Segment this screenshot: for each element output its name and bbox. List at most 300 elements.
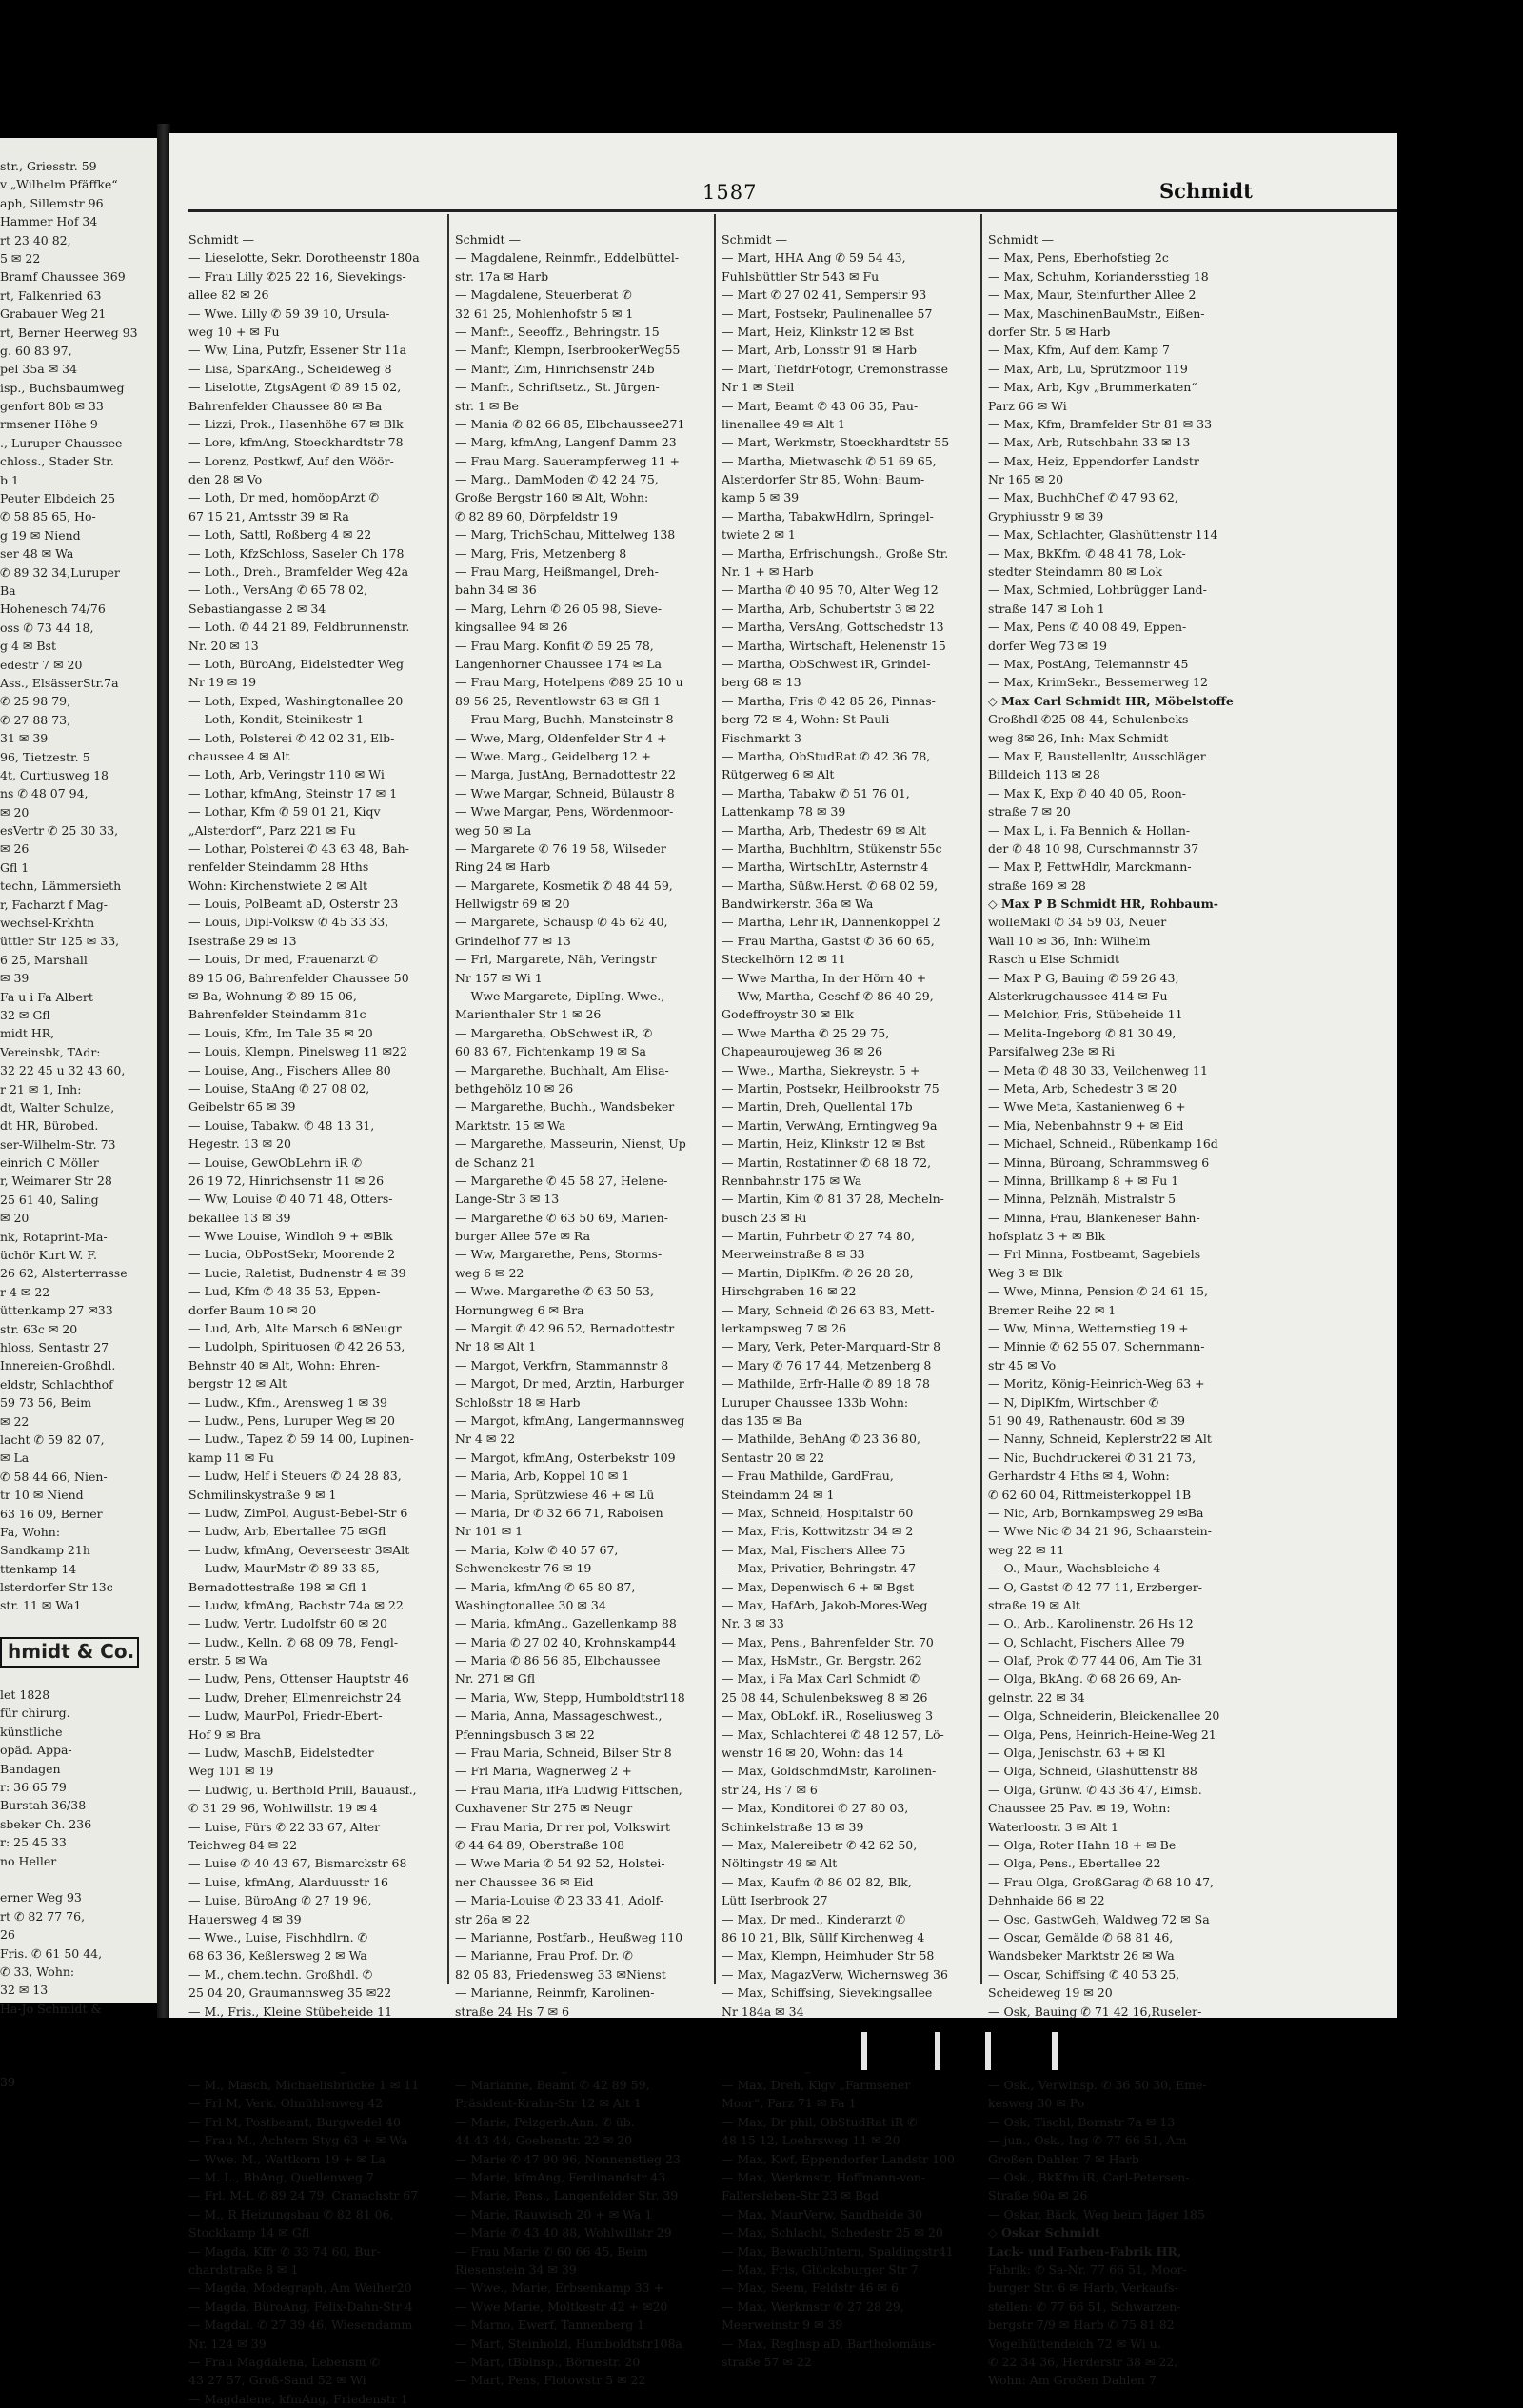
directory-entry-line: — Max, Schlachter, Glashüttenstr 114 (988, 527, 1218, 543)
directory-entry-line: — Olga, Jenischstr. 63 + ✉ Kl (988, 1746, 1166, 1761)
directory-entry-line: chardstraße 8 ✉ 1 (188, 2261, 299, 2277)
directory-entry-line: — Max, Malereibetr ✆ 42 62 50, (722, 1837, 918, 1852)
directory-entry-line: — Frau Marg, Buchh, Mansteinstr 8 (455, 712, 674, 727)
directory-entry-line: kamp 5 ✉ 39 (722, 490, 800, 505)
directory-entry-line: busch 23 ✉ Ri (722, 1210, 807, 1225)
directory-entry-line: str 26a ✉ 22 (455, 1911, 531, 1926)
directory-entry-line: Lattenkamp 78 ✉ 39 (722, 804, 846, 819)
directory-entry-line: — Max, MaurVerw, Sandheide 30 (722, 2206, 923, 2221)
directory-entry-line: — Max, Schmied, Lohbrügger Land- (988, 582, 1207, 598)
left-fragment-line: str., Griesstr. 59 (0, 159, 97, 173)
directory-entry-line: Großen Dahlen 7 ✉ Harb (988, 2151, 1139, 2166)
directory-entry-line: Bernadottestraße 198 ✉ Gfl 1 (188, 1579, 368, 1594)
directory-entry-line: — Max, Schneid, Hospitalstr 60 (722, 1505, 914, 1520)
directory-entry-line: — Mart, TiefdrFotogr, Cremonstrasse (722, 361, 949, 376)
directory-entry-line: — Osk., Verwlnsp. ✆ 36 50 30, Eme- (988, 2078, 1207, 2093)
directory-entry-line: — Max L, i. Fa Bennich & Hollan- (988, 822, 1191, 838)
directory-entry-line: — Margarete ✆ 76 19 58, Wilseder (455, 840, 666, 856)
directory-entry-line: — Max, Arb, Rutschbahn 33 ✉ 13 (988, 435, 1191, 450)
directory-entry-line: — Maria-Louise ✆ 23 33 41, Adolf- (455, 1893, 664, 1908)
left-fragment-line: sbeker Ch. 236 (0, 1816, 92, 1831)
directory-entry-line: kesweg 30 ✉ Po (988, 2096, 1085, 2111)
column-heading: Schmidt — (455, 232, 521, 247)
directory-entry-line: — Minna, Pelznäh, Mistralstr 5 (988, 1192, 1177, 1207)
directory-entry-line: Lange-Str 3 ✉ 13 (455, 1192, 560, 1207)
directory-entry-line: — Loth, Exped, Washingtonallee 20 (188, 693, 404, 708)
directory-entry-line: Godeffroystr 30 ✉ Blk (722, 1007, 854, 1022)
left-fragment-line: ✉ 39 (0, 971, 30, 986)
directory-entry-line: 25 08 44, Schulenbeksweg 8 ✉ 26 (722, 1689, 928, 1705)
directory-entry-line: der ✆ 48 10 98, Curschmannstr 37 (988, 840, 1199, 856)
directory-entry-line: 32 61 25, Mohlenhofstr 5 ✉ 1 (455, 306, 634, 321)
directory-entry-line: — Wwe Meta, Kastanienweg 6 + (988, 1099, 1186, 1115)
directory-entry-line: — Max, MagazVerw, Wichernsweg 36 (722, 1966, 948, 1982)
directory-entry-line: — Wwe. Lilly ✆ 59 39 10, Ursula- (188, 306, 390, 321)
directory-entry-line: — Maria, Kolw ✆ 40 57 67, (455, 1542, 619, 1557)
directory-entry-line: 60 83 67, Fichtenkamp 19 ✉ Sa (455, 1044, 647, 1059)
directory-entry-line: ◇ Max P B Schmidt HR, Rohbaum- (988, 897, 1218, 912)
directory-entry-line: Hirschgraben 16 ✉ 22 (722, 1284, 857, 1299)
directory-entry-line: — Max, Fris, Glücksburger Str 7 (722, 2261, 919, 2277)
directory-entry-line: — Max, Arb, Kgv „Brummerkaten“ (988, 380, 1197, 395)
directory-entry-line: — Martha, Lehr iR, Dannenkoppel 2 (722, 915, 940, 930)
left-fragment-line: lsterdorfer Str 13c (0, 1580, 113, 1595)
directory-entry-line: straße 57 ✉ 22 (722, 2354, 812, 2369)
directory-entry-line: ✆ 44 64 89, Oberstraße 108 (455, 1837, 625, 1852)
directory-entry-line: — Max, Schlachterei ✆ 48 12 57, Lö- (722, 1727, 944, 1742)
directory-entry-line: — Olga, Grünw. ✆ 43 36 47, Eimsb. (988, 1782, 1202, 1797)
directory-entry-line: Schinkelstraße 13 ✉ 39 (722, 1819, 864, 1834)
directory-entry-line: str 24, Hs 7 ✉ 6 (722, 1782, 818, 1797)
directory-entry-line: — Mart, Postsekr, Paulinenallee 57 (722, 306, 933, 321)
directory-entry-line: — Marie ✆ 43 40 88, Wohlwillstr 29 (455, 2225, 672, 2240)
left-fragment-line: nk, Rotaprint-Ma- (0, 1229, 108, 1244)
directory-entry-line: — Louise, Tabakw. ✆ 48 13 31, (188, 1117, 375, 1133)
directory-entry-line: — Mart, Pens, Flotowstr 5 ✉ 22 (455, 2373, 646, 2388)
directory-entry-line: bergstr 12 ✉ Alt (188, 1376, 287, 1392)
left-fragment-line: Vereinsbk, TAdr: (0, 1044, 101, 1059)
directory-entry-line: — Olaf, Prok ✆ 77 44 06, Am Tie 31 (988, 1653, 1204, 1668)
left-fragment-line: r, Weimarer Str 28 (0, 1174, 112, 1189)
directory-entry-line: — Louis, Kfm, Im Tale 35 ✉ 20 (188, 1025, 373, 1040)
directory-entry-line: — Wwe. M., Wattkorn 19 + ✉ La (188, 2151, 386, 2166)
directory-entry-line: — Max, Depenwisch 6 + ✉ Bgst (722, 1579, 915, 1594)
left-fragment-line: b 1 (0, 472, 19, 487)
directory-page (169, 133, 1397, 2406)
directory-entry-line: Behnstr 40 ✉ Alt, Wohn: Ehren- (188, 1357, 381, 1372)
directory-entry-line: Chaussee 25 Pav. ✉ 19, Wohn: (988, 1801, 1171, 1816)
directory-entry-line: — Louise, Ang., Fischers Allee 80 (188, 1062, 391, 1077)
left-fragment-line: 26 (0, 1927, 15, 1943)
directory-entry-line: — Frau Olga, GroßGarag ✆ 68 10 47, (988, 1874, 1215, 1889)
directory-entry-line: — Max, PostAng, Telemannstr 45 (988, 656, 1189, 671)
directory-entry-line: Nr 157 ✉ Wi 1 (455, 970, 543, 985)
directory-entry-line: — Frau Marg, Heißmangel, Dreh- (455, 564, 659, 580)
directory-entry-line: — O., Maur., Wachsbleiche 4 (988, 1561, 1161, 1576)
directory-entry-line: ner Chaussee 36 ✉ Eid (455, 1874, 594, 1889)
directory-entry-line: straße 7 ✉ 20 (988, 804, 1071, 819)
left-fragment-line: edestr 7 ✉ 20 (0, 657, 83, 672)
directory-entry-line: ✆ 62 60 04, Rittmeisterkoppel 1B (988, 1487, 1192, 1502)
directory-entry-line: 51 90 49, Rathenaustr. 60d ✉ 39 (988, 1413, 1186, 1428)
left-fragment-line: rmsener Höhe 9 (0, 417, 98, 432)
left-fragment-line: ✆ 27 88 73, (0, 712, 71, 727)
directory-entry-line: 26 19 72, Hinrichsenstr 11 ✉ 26 (188, 1173, 385, 1188)
directory-entry-line: weg 8✉ 26, Inh: Max Schmidt (988, 730, 1169, 745)
directory-entry-line: — Lucia, ObPostSekr, Moorende 2 (188, 1247, 396, 1262)
directory-entry-line: — Ww, Margarethe, Pens, Storms- (455, 1247, 663, 1262)
directory-entry-line: — Maria, kfmAng ✆ 65 80 87, (455, 1579, 636, 1594)
directory-entry-line: — Marg, Fris, Metzenberg 8 (455, 545, 627, 561)
directory-entry-line: Lack- und Farben-Fabrik HR, (988, 2243, 1182, 2259)
directory-entry-line: — Lothar, Kfm ✆ 59 01 21, Kiqv (188, 804, 381, 819)
directory-entry-line: kingsallee 94 ✉ 26 (455, 620, 568, 635)
scan-mark (985, 2032, 991, 2070)
directory-entry-line: — Frau Lilly ✆25 22 16, Sievekings- (188, 268, 406, 284)
directory-entry-line: — Mart, Arb, Lonsstr 91 ✉ Harb (722, 343, 917, 358)
directory-entry-line: — Oscar, Gemälde ✆ 68 81 46, (988, 1929, 1174, 1944)
directory-entry-line: — Ludw, MaschB, Eidelstedter (188, 1746, 374, 1761)
directory-entry-line: — Ludw, MaurMstr ✆ 89 33 85, (188, 1561, 380, 1576)
directory-entry-line: — Mary, Schneid ✆ 26 63 83, Mett- (722, 1302, 935, 1317)
directory-entry-line: straße 24 Hs 7 ✉ 6 (455, 2003, 570, 2019)
directory-entry-line: — Max, Konditorei ✆ 27 80 03, (722, 1801, 909, 1816)
directory-entry-line: str 45 ✉ Vo (988, 1357, 1057, 1372)
left-fragment-line: esVertr ✆ 25 30 33, (0, 823, 119, 839)
directory-entry-line: Bremer Reihe 22 ✉ 1 (988, 1302, 1117, 1317)
directory-entry-line: — Mart ✆ 27 02 41, Sempersir 93 (722, 287, 927, 303)
left-fragment-line: dt HR, Bürobed. (0, 1118, 99, 1134)
column-heading: Schmidt — (988, 232, 1054, 247)
directory-entry-line: — Frl, Margarete, Näh, Veringstr (455, 952, 657, 967)
directory-entry-line: kamp 11 ✉ Fu (188, 1450, 274, 1465)
directory-entry-line: Wohn: Am Großen Dahlen 7 (988, 2373, 1157, 2388)
directory-entry-line: Meerweinstraße 8 ✉ 33 (722, 1247, 865, 1262)
directory-entry-line: — Luise, Fürs ✆ 22 33 67, Alter (188, 1819, 381, 1834)
directory-entry-line: — Loth, KfzSchloss, Saseler Ch 178 (188, 545, 405, 561)
directory-entry-line: — Loth., Dreh., Bramfelder Weg 42a (188, 564, 409, 580)
directory-entry-line: — Louise, StaAng ✆ 27 08 02, (188, 1080, 370, 1095)
directory-entry-line: — Louis, Dr med, Frauenarzt ✆ (188, 952, 378, 967)
directory-entry-line: 89 15 06, Bahrenfelder Chaussee 50 (188, 970, 409, 985)
directory-entry-line: straße 169 ✉ 28 (988, 878, 1086, 893)
directory-entry-line: — Marg, Lehrn ✆ 26 05 98, Sieve- (455, 601, 663, 616)
directory-entry-line: stellen: ✆ 77 66 51, Schwarzen- (988, 2299, 1181, 2314)
directory-entry-line: — Lorenz, Postkwf, Auf den Wöör- (188, 453, 394, 468)
directory-entry-line: — Martha, Arb, Thedestr 69 ✉ Alt (722, 822, 927, 838)
directory-entry-line: — Wwe Margar, Pens, Wördenmoor- (455, 804, 674, 819)
directory-entry-line: 68 63 36, Keßlersweg 2 ✉ Wa (188, 1948, 367, 1964)
directory-entry-line: straße 147 ✉ Loh 1 (988, 601, 1105, 616)
directory-entry-line: — Martha, Tabakw ✆ 51 76 01, (722, 785, 910, 800)
left-fragment-line: str. 63c ✉ 20 (0, 1321, 78, 1336)
directory-entry-line: — Frl M, Postbeamt, Burgwedel 40 (188, 2114, 401, 2129)
directory-entry-line: 48 15 12, Loehrsweg 11 ✉ 20 (722, 2133, 900, 2148)
directory-entry-line: Straße 90a ✉ 26 (988, 2188, 1088, 2203)
left-fragment-line: 32 ✉ Gfl (0, 1007, 50, 1022)
directory-entry-line: — Liselotte, ZtgsAgent ✆ 89 15 02, (188, 380, 402, 395)
directory-entry-line: — Wwe Nic ✆ 34 21 96, Schaarstein- (988, 1524, 1212, 1539)
directory-entry-line: — Ludw, kfmAng, Bachstr 74a ✉ 22 (188, 1597, 404, 1612)
left-fragment-line: ✆ 89 32 34,Luruper (0, 564, 120, 580)
directory-entry-line: — Ludw., Kelln. ✆ 68 09 78, Fengl- (188, 1634, 399, 1649)
directory-entry-line: Hornungweg 6 ✉ Bra (455, 1302, 584, 1317)
directory-entry-line: Rütgerweg 6 ✉ Alt (722, 767, 835, 782)
left-fragment-line: oss ✆ 73 44 18, (0, 620, 94, 635)
directory-entry-line: — Maria ✆ 27 02 40, Krohnskamp44 (455, 1634, 677, 1649)
left-fragment-line: rt, Berner Heerweg 93 (0, 325, 138, 340)
directory-entry-line: — Loth, Sattl, Roßberg 4 ✉ 22 (188, 527, 372, 543)
directory-entry-line: — Loth. ✆ 44 21 89, Feldbrunnenstr. (188, 620, 410, 635)
directory-entry-line: — Ludw, Arb, Ebertallee 75 ✉Gfl (188, 1524, 386, 1539)
left-fragment-line: 5 ✉ 22 (0, 250, 41, 266)
directory-entry-line: — Olga, Pens., Ebertallee 22 (988, 1856, 1161, 1871)
directory-entry-line: — Magda, Modegraph, Am Weiher20 (188, 2280, 412, 2296)
left-fragment-line: 26 62, Alsterterrasse (0, 1266, 128, 1281)
left-fragment-line: ✉ 20 (0, 804, 30, 819)
advertisement-logo: hmidt & Co. (0, 1637, 139, 1667)
directory-entry-line: — Frau Maria, Schneid, Bilser Str 8 (455, 1746, 672, 1761)
left-fragment-line: Bandagen (0, 1761, 61, 1776)
directory-entry-line: twiete 2 ✉ 1 (722, 527, 796, 543)
directory-entry-line: — Meta ✆ 48 30 33, Veilchenweg 11 (988, 1062, 1208, 1077)
directory-entry-line: straße 19 ✉ Alt (988, 1597, 1080, 1612)
left-fragment-line: no Heller (0, 1853, 57, 1868)
directory-entry-line: — Margarethe ✆ 63 50 69, Marien- (455, 1210, 668, 1225)
directory-entry-line: Wall 10 ✉ 36, Inh: Wilhelm (988, 933, 1151, 948)
left-fragment-line (0, 1668, 162, 1686)
left-fragment-line: Ba (0, 582, 16, 598)
directory-entry-line: — Mart, tBblnsp., Börnestr. 20 (455, 2354, 641, 2369)
directory-entry-line: — Loth, Kondit, Steinikestr 1 (188, 712, 365, 727)
directory-entry-line: Schloßstr 18 ✉ Harb (455, 1394, 581, 1410)
left-fragment-line: g 4 ✉ Bst (0, 639, 56, 654)
directory-entry-line: — Magdalene, Steuerberat ✆ (455, 287, 632, 303)
directory-entry-line: — Manfr, Klempn, IserbrookerWeg55 (455, 343, 681, 358)
directory-entry-line: — Meta, Arb, Schedestr 3 ✉ 20 (988, 1080, 1177, 1095)
directory-entry-line: Gryphiusstr 9 ✉ 39 (988, 508, 1104, 523)
left-fragment-line: ✉ La (0, 1451, 30, 1466)
left-fragment-line: g 19 ✉ Niend (0, 527, 81, 543)
directory-entry-line: Marktstr. 15 ✉ Wa (455, 1117, 566, 1133)
directory-entry-line: — Margarethe, Buchhalt, Am Elisa- (455, 1062, 669, 1077)
directory-entry-line: dorfer Str. 5 ✉ Harb (988, 324, 1111, 339)
directory-entry-line: — Martin, Postsekr, Heilbrookstr 75 (722, 1080, 940, 1095)
directory-entry-line: Nr. 1 + ✉ Harb (722, 564, 814, 580)
directory-entry-line: — Marianne, Reinmfr, Karolinen- (455, 1985, 655, 2001)
directory-entry-line: 44 43 44, Goebenstr. 22 ✉ 20 (455, 2133, 633, 2148)
directory-entry-line: — Magda, BüroAng, Felix-Dahn-Str 4 (188, 2299, 413, 2314)
left-fragment-line: rt 23 40 82, (0, 232, 71, 247)
directory-entry-line: — Nic, Buchdruckerei ✆ 31 21 73, (988, 1450, 1197, 1465)
scan-mark (1052, 2032, 1058, 2070)
directory-entry-line: Alsterkrugchaussee 414 ✉ Fu (988, 989, 1168, 1004)
directory-entry-line: — Maria, Ww, Stepp, Humboldtstr118 (455, 1689, 685, 1705)
left-fragment-line: ✆ 33, Wohn: (0, 1964, 75, 1979)
left-fragment-line: ser-Wilhelm-Str. 73 (0, 1136, 116, 1152)
directory-entry-line: — Marianne, Postfarb., Heußweg 110 (455, 1929, 683, 1944)
left-fragment-line: Fris. ✆ 61 50 44, (0, 1945, 103, 1961)
directory-entry-line: weg 6 ✉ 22 (455, 1265, 524, 1280)
directory-entry-line: 82 05 83, Friedensweg 33 ✉Nienst (455, 1966, 666, 1982)
left-fragment-line: pel 35a ✉ 34 (0, 362, 78, 377)
directory-entry-line: — Louis, Dipl-Volksw ✆ 45 33 33, (188, 915, 389, 930)
directory-entry-line: — Luise, BüroAng ✆ 27 19 96, (188, 1893, 372, 1908)
directory-entry-line: — Ludw, Pens, Ottenser Hauptstr 46 (188, 1671, 409, 1687)
directory-entry-line: — Martha, TabakwHdlrn, Springel- (722, 508, 934, 523)
directory-entry-line: — Martha, Mietwaschk ✆ 51 69 65, (722, 453, 937, 468)
directory-entry-line: — Marie, kfmAng, Ferdinandstr 43 (455, 2170, 666, 2185)
left-fragment-line: tr 10 ✉ Niend (0, 1488, 84, 1503)
left-fragment-line (0, 1615, 162, 1633)
directory-entry-line: — Martin, Heiz, Klinkstr 12 ✉ Bst (722, 1136, 925, 1152)
directory-entry-line: Teichweg 84 ✉ 22 (188, 1837, 298, 1852)
left-fragment-line: g. 60 83 97, (0, 343, 72, 358)
left-fragment-line: opäd. Appa- (0, 1743, 72, 1758)
directory-entry-line: — Olga, Schneid, Glashüttenstr 88 (988, 1764, 1197, 1779)
directory-entry-line: lerkampsweg 7 ✉ 26 (722, 1321, 847, 1336)
directory-entry-line: — Max, Reglnsp aD, Bartholomäus- (722, 2336, 936, 2351)
directory-entry-line: Schwenckestr 76 ✉ 19 (455, 1561, 592, 1576)
directory-entry-line: — Ww, Martha, Geschf ✆ 86 40 29, (722, 989, 934, 1004)
left-fragment-line: dt, Walter Schulze, (0, 1099, 115, 1115)
directory-entry-line: Isestraße 29 ✉ 13 (188, 933, 297, 948)
directory-entry-line: Nr 18 ✉ Alt 1 (455, 1339, 537, 1354)
directory-entry-line: — M., Fris., Kleine Stübeheide 11 (188, 2003, 393, 2019)
directory-entry-line: — Olga, Roter Hahn 18 + ✉ Be (988, 1837, 1177, 1852)
directory-entry-line: — Max, Pens, Eberhofstieg 2c (988, 250, 1169, 266)
directory-entry-line: — Max, HsMstr., Gr. Bergstr. 262 (722, 1653, 922, 1668)
directory-entry-line: — Louise, GewObLehrn iR ✆ (188, 1155, 363, 1170)
left-fragment-line: r: 36 65 79 (0, 1780, 67, 1794)
directory-entry-line: Bahrenfelder Chaussee 80 ✉ Ba (188, 398, 383, 413)
left-fragment-line: ., Luruper Chaussee (0, 435, 123, 450)
left-fragment-line: ns ✆ 48 07 94, (0, 786, 89, 801)
directory-entry-line: — Ludwig, u. Berthold Prill, Bauausf., (188, 1782, 417, 1797)
directory-entry-line: — Max, Arb, Lu, Sprützmoor 119 (988, 361, 1188, 376)
directory-entry-line: — Minna, Brillkamp 8 + ✉ Fu 1 (988, 1173, 1179, 1188)
directory-entry-line: — Wwe Margarete, DiplIng.-Wwe., (455, 989, 665, 1004)
directory-entry-line: — Wwe., Luise, Fischhdlrn. ✆ (188, 1929, 368, 1944)
directory-entry-line: dorfer Baum 10 ✉ 20 (188, 1302, 317, 1317)
directory-entry-line: 43 27 57, Groß-Sand 52 ✉ Wi (188, 2373, 366, 2388)
directory-entry-line: — Frau Marg. Konfit ✆ 59 25 78, (455, 638, 654, 653)
directory-entry-line: — M., R Heizungsbau ✆ 82 81 06, (188, 2206, 394, 2221)
directory-entry-line: Wandsbeker Marktstr 26 ✉ Wa (988, 1948, 1175, 1964)
directory-entry-line: allee 82 ✉ 26 (188, 287, 269, 303)
directory-entry-line: — Ww, Lina, Putzfr, Essener Str 11a (188, 343, 407, 358)
directory-entry-line: — Max, Kfm, Bramfelder Str 81 ✉ 33 (988, 416, 1213, 431)
directory-entry-line: Hellwigstr 69 ✉ 20 (455, 897, 570, 912)
directory-entry-line: Präsident-Krahn-Str 12 ✉ Alt 1 (455, 2096, 642, 2111)
directory-entry-line: — Frau Maria, Dr rer pol, Volkswirt (455, 1819, 671, 1834)
directory-entry-line: — Margot, Dr med, Arztin, Harburger (455, 1376, 684, 1392)
directory-entry-line: Nr. 271 ✉ Gfl (455, 1671, 536, 1687)
directory-entry-line: — Lothar, kfmAng, Steinstr 17 ✉ 1 (188, 785, 398, 800)
left-fragment-line: 32 22 45 u 32 43 60, (0, 1063, 126, 1078)
directory-entry-line: Gerhardstr 4 Hths ✉ 4, Wohn: (988, 1469, 1170, 1484)
directory-entry-line: — Melchior, Fris, Stübeheide 11 (988, 1007, 1183, 1022)
directory-entry-line: Stockkamp 14 ✉ Gfl (188, 2225, 310, 2240)
directory-entry-line: chaussee 4 ✉ Alt (188, 748, 290, 763)
directory-entry-line: — Marie, Rauwisch 20 + ✉ Wa 1 (455, 2206, 653, 2221)
directory-entry-line: 67 15 21, Amtsstr 39 ✉ Ra (188, 508, 349, 523)
left-fragment-line: Hammer Hof 34 (0, 214, 98, 229)
directory-entry-line: Wohn: Kirchenstwiete 2 ✉ Alt (188, 878, 367, 893)
directory-entry-line: — Max, KrimSekr., Bessemerweg 12 (988, 675, 1208, 690)
left-fragment-line: ttenkamp 14 (0, 1561, 77, 1576)
directory-entry-line: — Mathilde, Erfr-Halle ✆ 89 18 78 (722, 1376, 930, 1392)
directory-entry-line: Nr 101 ✉ 1 (455, 1524, 524, 1539)
left-fragment-line: 4t, Curtiusweg 18 (0, 767, 109, 782)
directory-entry-line: — Max, Mal, Fischers Allee 75 (722, 1542, 906, 1557)
left-fragment-line: aph, Sillemstr 96 (0, 195, 104, 210)
book-spine (157, 124, 170, 2018)
directory-entry-line: — N, DiplKfm, Wirtschber ✆ (988, 1394, 1159, 1410)
left-fragment-line: ✆ 25 98 79, (0, 694, 71, 709)
directory-entry-line: de Schanz 21 (455, 1155, 536, 1170)
directory-entry-line: Nr. 3 ✉ 33 (722, 1616, 784, 1631)
left-fragment-line: r 21 ✉ 1, Inh: (0, 1081, 82, 1096)
directory-entry-line: stedter Steindamm 80 ✉ Lok (988, 564, 1163, 580)
directory-entry-line: — Mia, Nebenbahnstr 9 + ✉ Eid (988, 1117, 1184, 1133)
directory-entry-line: — Max, GoldschmdMstr, Karolinen- (722, 1764, 937, 1779)
left-fragment-line: rt, Falkenried 63 (0, 287, 102, 303)
directory-entry-line: Hauersweg 4 ✉ 39 (188, 1911, 302, 1926)
left-fragment-line: isp., Buchsbaumweg (0, 380, 125, 395)
directory-entry-line: — Wwe Margar, Schneid, Bülaustr 8 (455, 785, 675, 800)
directory-entry-line: — Ludw, Vertr, Ludolfstr 60 ✉ 20 (188, 1616, 387, 1631)
directory-entry-line: ✉ Ba, Wohnung ✆ 89 15 06, (188, 989, 357, 1004)
directory-entry-line: — Lucie, Raletist, Budnenstr 4 ✉ 39 (188, 1265, 406, 1280)
directory-entry-line: — Marga, JustAng, Bernadottestr 22 (455, 767, 676, 782)
directory-entry-line: — O, Schlacht, Fischers Allee 79 (988, 1634, 1185, 1649)
directory-entry-line: Geibelstr 65 ✉ 39 (188, 1099, 296, 1115)
directory-entry-line: — Max, HafArb, Jakob-Mores-Weg (722, 1597, 928, 1612)
directory-entry-line: — Marg, TrichSchau, Mittelweg 138 (455, 527, 676, 543)
directory-entry-line: — Frau Marie ✆ 60 66 45, Beim (455, 2243, 648, 2259)
directory-entry-line: Fabrik: ✆ Sa-Nr. 77 66 51, Moor- (988, 2261, 1187, 2277)
directory-entry-line: — Magdalene, Reinmfr., Eddelbüttel- (455, 250, 680, 266)
directory-entry-line: — Lore, kfmAng, Stoeckhardtstr 78 (188, 435, 404, 450)
directory-entry-line: — Ludw, Dreher, Ellmenreichstr 24 (188, 1689, 402, 1705)
directory-entry-line: — Wwe, Marg, Oldenfelder Str 4 + (455, 730, 667, 745)
directory-entry-line: — Mart, Beamt ✆ 43 06 35, Pau- (722, 398, 919, 413)
directory-entry-line: Luruper Chaussee 133b Wohn: (722, 1394, 909, 1410)
directory-entry-line: Steindamm 24 ✉ 1 (722, 1487, 835, 1502)
left-fragment-line (0, 1870, 162, 1888)
directory-entry-line: — Max, MaschinenBauMstr., Eißen- (988, 306, 1205, 321)
directory-entry-line: — Margot, kfmAng, Langermannsweg (455, 1413, 685, 1428)
directory-entry-line: ◇ Oskar Schmidt (988, 2225, 1100, 2240)
column-divider (714, 214, 716, 1984)
directory-entry-line: — Frau Martha, Gastst ✆ 36 60 65, (722, 933, 935, 948)
left-fragment-line: Ass., ElsässerStr.7a (0, 675, 119, 690)
directory-entry-line: 86 10 21, Blk, Süllf Kirchenweg 4 (722, 1929, 925, 1944)
left-fragment-line: Fa, Wohn: (0, 1524, 61, 1539)
directory-entry-line: — O, Gastst ✆ 42 77 11, Erzberger- (988, 1579, 1202, 1594)
directory-entry-line: „Alsterdorf“, Parz 221 ✉ Fu (188, 822, 356, 838)
directory-entry-line: weg 10 + ✉ Fu (188, 324, 280, 339)
directory-entry-line: Alsterdorfer Str 85, Wohn: Baum- (722, 472, 925, 487)
directory-entry-line: — Margit ✆ 42 96 52, Bernadottestr (455, 1321, 675, 1336)
left-fragment-line: Fa u i Fa Albert (0, 989, 93, 1004)
left-fragment-line: r, Facharzt f Mag- (0, 897, 108, 912)
directory-entry-line: — Martha, Buchhltrn, Stükenstr 55c (722, 840, 942, 856)
column-heading: Schmidt — (188, 232, 254, 247)
directory-entry-line: — Wwe., Martha, Siekreystr. 5 + (722, 1062, 920, 1077)
directory-entry-line: erstr. 5 ✉ Wa (188, 1653, 267, 1668)
